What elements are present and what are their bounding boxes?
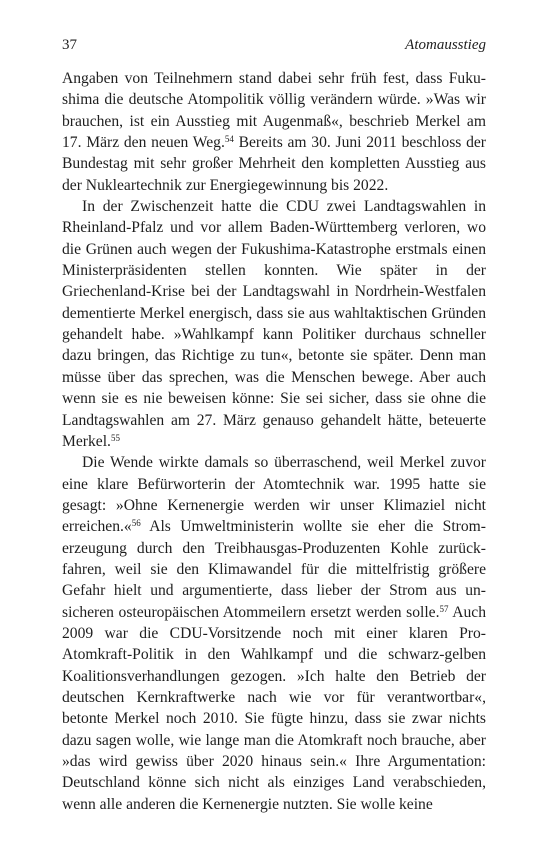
paragraph bbox=[62, 68, 486, 196]
running-head bbox=[62, 34, 486, 56]
text-segment: Als Umweltministerin wollte sie eher die Stromerzeugung durch den Treibhausgas-Produzenten Kohle zurückfahren, weil sie den Klimawandel für die mittelfristig größere Gefahr hielt und argumentierte, dass lieber der Strom aus unsicheren osteuropäischen Atommeilern ersetzt werden solle. bbox=[62, 518, 486, 621]
footnote-marker: 55 bbox=[110, 432, 120, 443]
paragraph bbox=[62, 196, 486, 452]
running-title: Atomausstieg bbox=[405, 37, 486, 53]
paragraph bbox=[62, 452, 486, 815]
book-page bbox=[62, 34, 486, 824]
footnote-marker: 57 bbox=[439, 603, 449, 614]
page-number: 37 bbox=[62, 37, 77, 53]
footnote-marker: 56 bbox=[131, 518, 141, 529]
footnote-marker: 54 bbox=[224, 134, 234, 145]
text-segment: Die Wende wirkte damals so überraschend, weil Merkel zuvor eine klare Befürworterin der Atomtechnik war. 1995 hatte sie gesagt: »Ohne Kernenergie werden wir unser Klimaziel nicht erreichen.« bbox=[62, 454, 486, 536]
text-segment: In der Zwischenzeit hatte die CDU zwei Landtagswahlen in Rheinland-Pfalz und vor allem Baden-Württemberg verloren, wo die Grünen auch wegen der Fukushima-Katastrophe erstmals einen Ministerpräsidenten stellen konnten. Wie später in der Griechenland-Krise bei der Landtagswahl in Nordrhein-Westfalen dementierte Merkel energisch, dass sie aus wahltaktischen Gründen gehandelt habe. »Wahlkampf kann Politiker durchaus schneller dazu bringen, das Richtige zu tun«, betonte sie später. Denn man müsse über das sprechen, was die Menschen bewege. Aber auch wenn sie es nie beweisen könne: Sie sei sicher, dass sie ohne die Landtagswahlen am 27. März genauso gehandelt hätte, beteuerte Merkel. bbox=[62, 198, 486, 450]
text-segment: Auch 2009 war die CDU-Vorsitzende noch mit einer klaren Pro-Atomkraft-Politik in den Wahlkampf und die schwarz-gelben Koalitionsverhandlungen gezogen. »Ich halte den Betrieb der deutschen Kernkraftwerke nach wie vor für verantwortbar«, betonte Merkel noch 2010. Sie fügte hinzu, dass sie zwar nichts dazu sagen wolle, wie lange man die Atomkraft noch brauche, aber »das wird gewiss über 2020 hinaus sein.« Ihre Argumentation: Deutschland könne sich nicht als einziges Land verabschieden, wenn alle anderen die Kernenergie nutzten. Sie wolle keine bbox=[62, 603, 486, 813]
body-text bbox=[62, 68, 486, 815]
text-segment: Angaben von Teilnehmern stand dabei sehr früh fest, dass Fukushima die deutsche Atompolitik völlig verändern würde. »Was wir brauchen, ist ein Ausstieg mit Augenmaß«, beschrieb Merkel am 17. März den neuen Weg. bbox=[62, 70, 486, 152]
text-segment: Bereits am 30. Juni 2011 beschloss der Bundestag mit sehr großer Mehrheit den kompletten Ausstieg aus der Nukleartechnik zur Energiegewinnung bis 2022. bbox=[62, 134, 486, 194]
